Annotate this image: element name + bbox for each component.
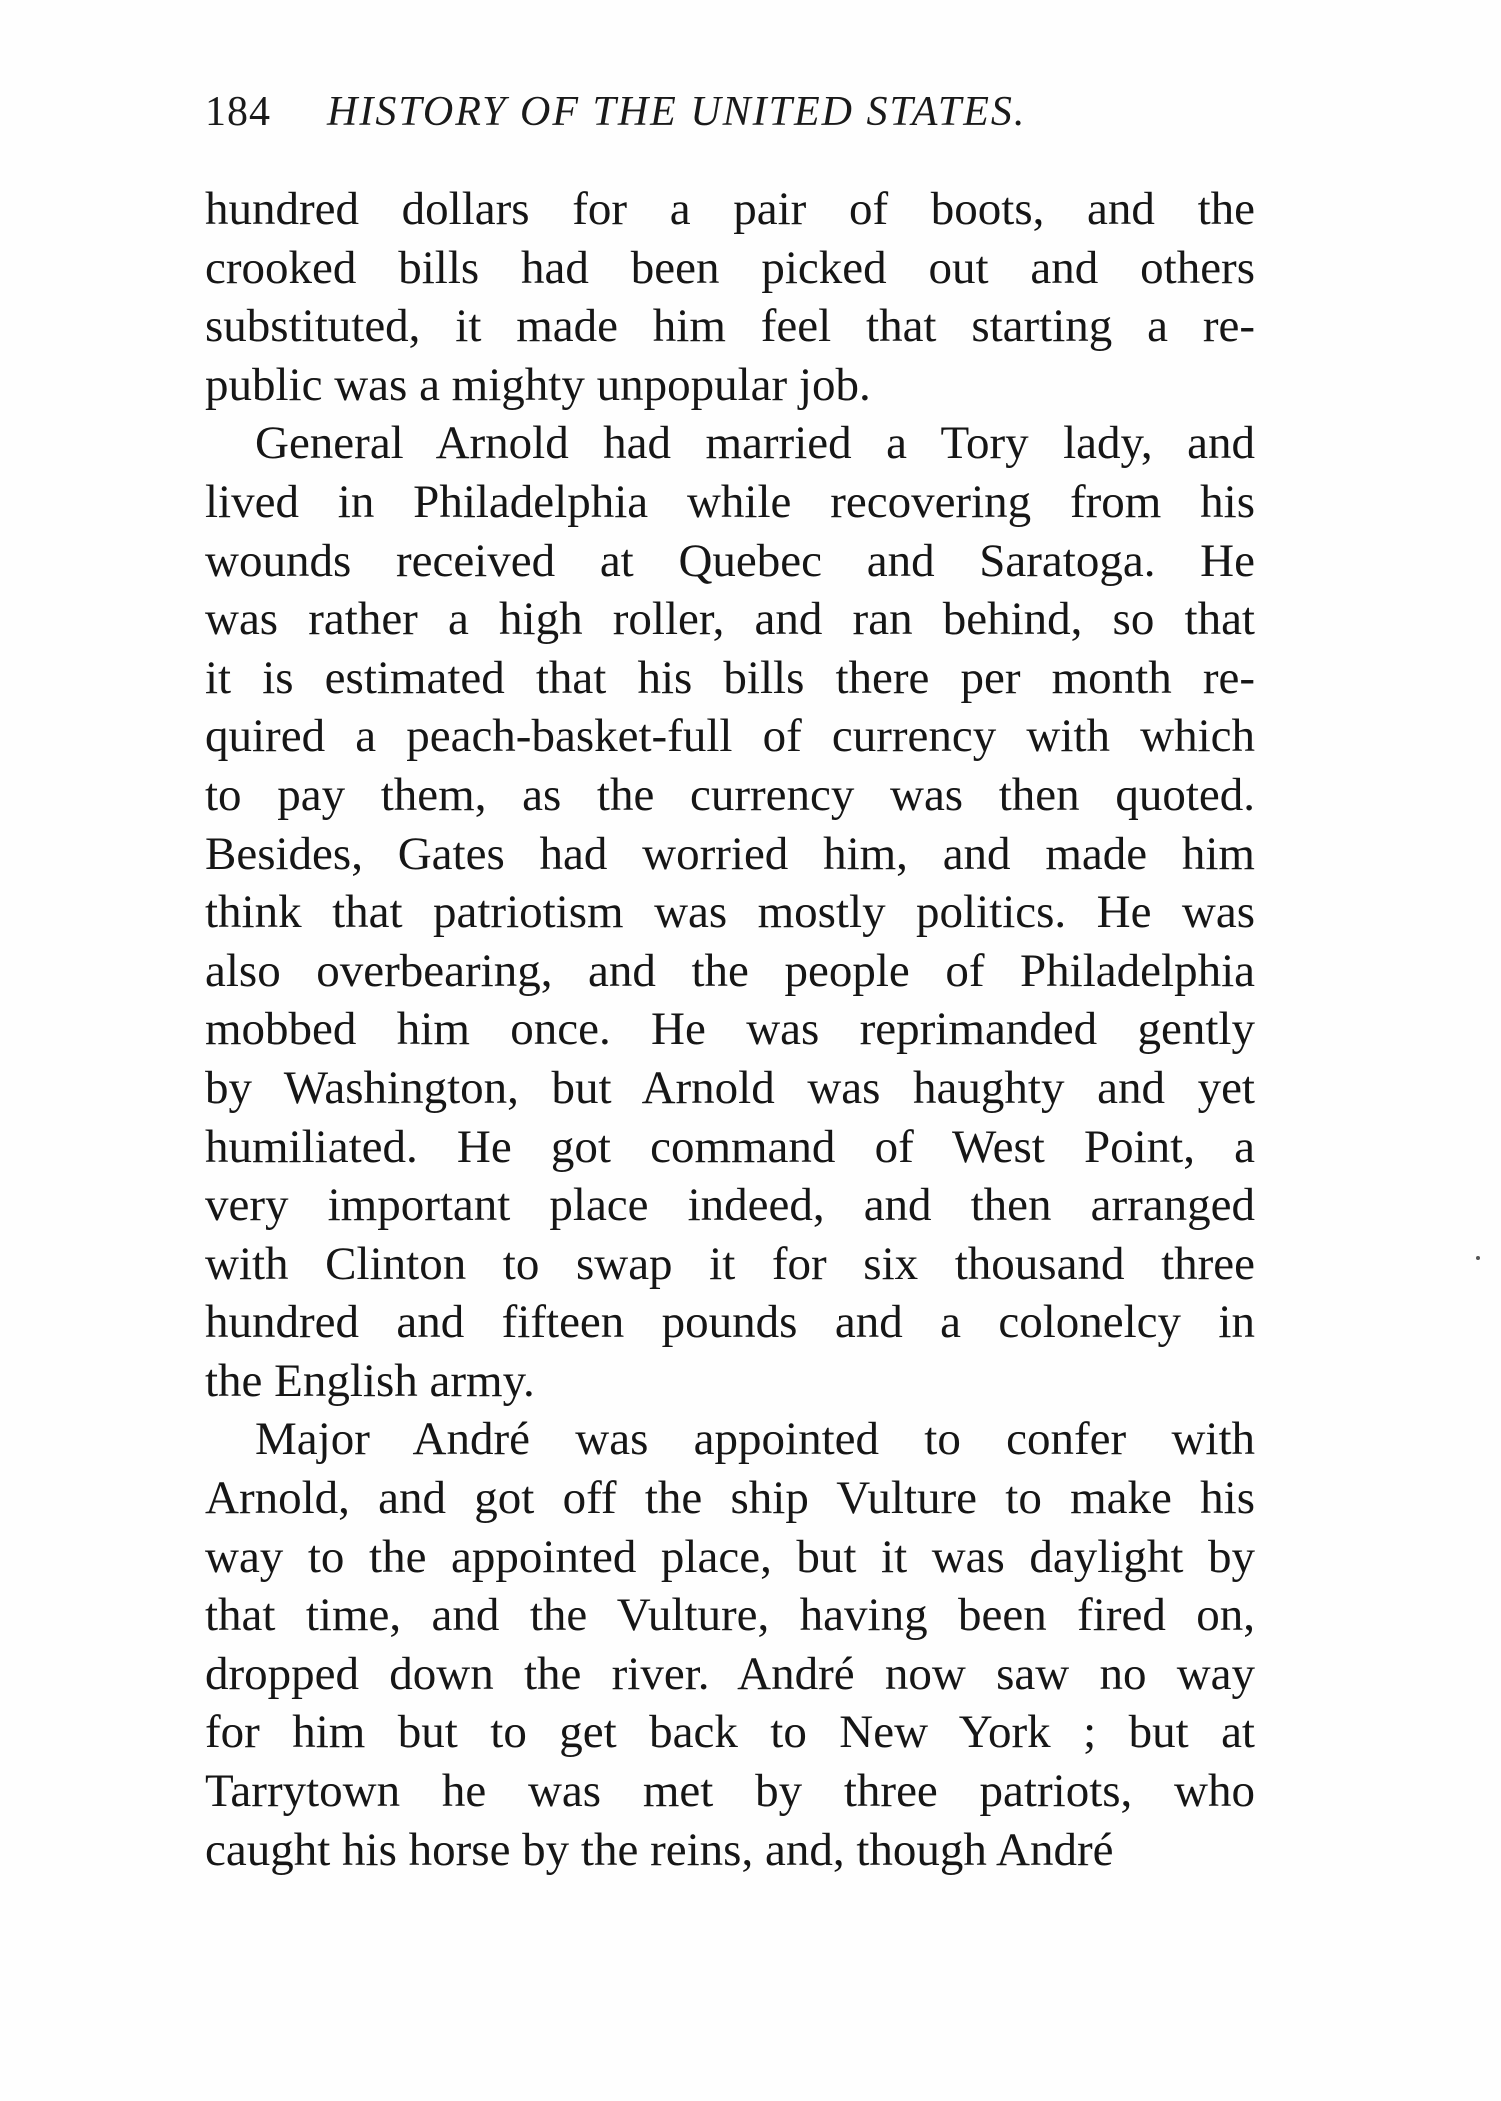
page-number: 184 <box>205 89 271 135</box>
text-line: that time, and the Vulture, having been fired on, <box>205 1589 1255 1642</box>
running-header <box>205 88 1255 148</box>
text-line: also overbearing, and the people of Philadelphia <box>205 944 1255 997</box>
text-line: for him but to get back to New York ; but at <box>205 1706 1255 1759</box>
text-line: hundred dollars for a pair of boots, and the <box>205 183 1255 235</box>
text-line: very important place indeed, and then arranged <box>205 1179 1255 1232</box>
text-line: was rather a high roller, and ran behind, so that <box>205 593 1255 646</box>
text-line: substituted, it made him feel that starting a re- <box>205 300 1255 353</box>
text-line: the English army. <box>205 1354 535 1407</box>
text-line: to pay them, as the currency was then quoted. <box>205 768 1255 821</box>
paragraph <box>205 1410 1255 1879</box>
text-line: wounds received at Quebec and Saratoga. He <box>205 534 1255 587</box>
running-title: HISTORY OF THE UNITED STATES. <box>327 89 1027 135</box>
text-line: Besides, Gates had worried him, and made him <box>205 827 1255 880</box>
text-line: caught his horse by the reins, and, though André <box>205 1823 1114 1876</box>
print-speck <box>1476 1256 1480 1260</box>
text-line: hundred and fifteen pounds and a colonelcy in <box>205 1296 1255 1349</box>
text-line: mobbed him once. He was reprimanded gently <box>205 1003 1255 1056</box>
text-line: Major André was appointed to confer with <box>255 1413 1255 1466</box>
text-line: way to the appointed place, but it was daylight by <box>205 1530 1255 1583</box>
text-line: by Washington, but Arnold was haughty and yet <box>205 1061 1255 1114</box>
text-line: dropped down the river. André now saw no way <box>205 1647 1255 1700</box>
text-line: General Arnold had married a Tory lady, and <box>255 417 1255 470</box>
text-line: quired a peach-basket-full of currency with which <box>205 710 1255 763</box>
text-line: public was a mighty unpopular job. <box>205 358 871 411</box>
text-line: with Clinton to swap it for six thousand three <box>205 1237 1255 1290</box>
text-line: think that patriotism was mostly politics. He was <box>205 886 1255 939</box>
paragraph <box>205 414 1255 1410</box>
body-text <box>205 180 1255 1879</box>
paragraph <box>205 180 1255 414</box>
text-line: Arnold, and got off the ship Vulture to make his <box>205 1472 1255 1525</box>
text-line: Tarrytown he was met by three patriots, who <box>205 1765 1255 1818</box>
text-line: it is estimated that his bills there per month re- <box>205 651 1255 704</box>
text-line: lived in Philadelphia while recovering from his <box>205 475 1255 528</box>
text-line: crooked bills had been picked out and others <box>205 241 1255 294</box>
text-line: humiliated. He got command of West Point, a <box>205 1120 1255 1173</box>
